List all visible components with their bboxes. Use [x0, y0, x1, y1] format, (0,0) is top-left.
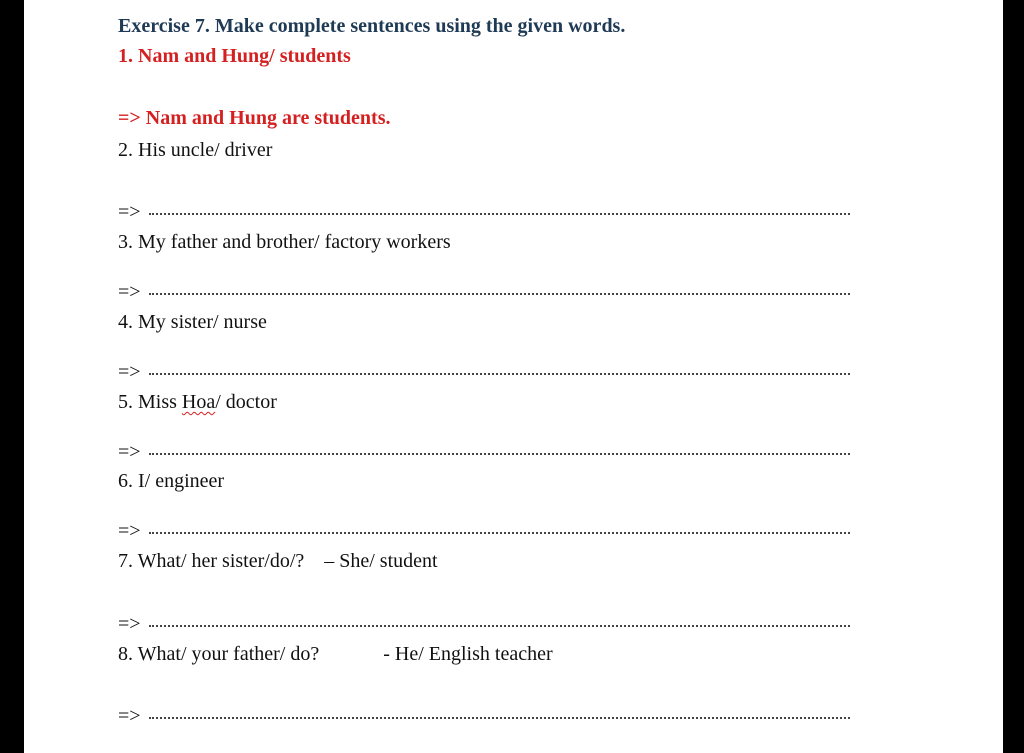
answer-arrow: =>: [118, 361, 141, 383]
item-6-answer-line[interactable]: [118, 519, 850, 543]
item-7-question: 7. What/ her sister/do/?: [118, 550, 305, 572]
answer-arrow: =>: [118, 705, 141, 727]
answer-arrow: =>: [118, 441, 141, 463]
item-8-response: - He/ English teacher: [383, 643, 553, 665]
item-7-answer-line[interactable]: [118, 612, 850, 636]
item-3-prompt: 3. My father and brother/ factory workers: [118, 231, 451, 253]
item-8-answer-line[interactable]: [118, 704, 850, 728]
answer-blank[interactable]: [149, 441, 850, 455]
item-2-answer-line[interactable]: [118, 200, 850, 224]
item-7-response: – She/ student: [324, 550, 438, 572]
exercise-title: Exercise 7. Make complete sentences using the given words.: [118, 15, 626, 37]
answer-arrow: =>: [118, 201, 141, 223]
item-5-answer-line[interactable]: [118, 440, 850, 464]
item-8-question: 8. What/ your father/ do?: [118, 643, 320, 665]
item-3-answer-line[interactable]: [118, 280, 850, 304]
answer-blank[interactable]: [149, 201, 850, 215]
answer-blank[interactable]: [149, 705, 850, 719]
answer-blank[interactable]: [149, 520, 850, 534]
item-4-prompt: 4. My sister/ nurse: [118, 311, 267, 333]
item-6-prompt: 6. I/ engineer: [118, 470, 225, 492]
item-7-prompt: [118, 549, 438, 573]
answer-arrow: =>: [118, 613, 141, 635]
item-5-prompt: [118, 390, 277, 414]
item-2-prompt: 2. His uncle/ driver: [118, 139, 273, 161]
answer-blank[interactable]: [149, 361, 850, 375]
example-prompt: 1. Nam and Hung/ students: [118, 45, 351, 67]
item-8-prompt: [118, 642, 553, 666]
answer-arrow: =>: [118, 520, 141, 542]
item-5-prefix: 5. Miss: [118, 391, 182, 413]
item-5-suffix: / doctor: [215, 391, 277, 413]
item-4-answer-line[interactable]: [118, 360, 850, 384]
spellcheck-flagged-word: Hoa: [181, 391, 216, 413]
answer-arrow: =>: [118, 281, 141, 303]
answer-blank[interactable]: [149, 281, 850, 295]
answer-blank[interactable]: [149, 613, 850, 627]
example-answer: => Nam and Hung are students.: [118, 107, 391, 129]
worksheet-page: [24, 0, 1003, 753]
